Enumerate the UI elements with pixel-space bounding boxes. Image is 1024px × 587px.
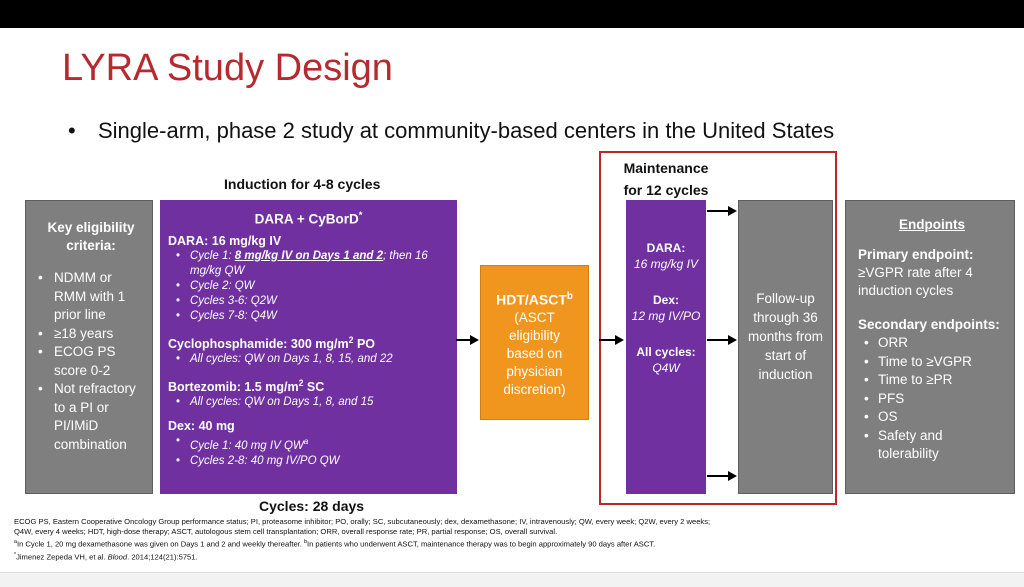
- dex-heading: Dex: 40 mg: [168, 418, 235, 433]
- cyclophosphamide-all-cycles: • All cycles: QW on Days 1, 8, 15, and 22: [168, 352, 449, 367]
- dex-c1-text: Cycle 1: 40 mg IV QW: [190, 439, 304, 452]
- endpoints-box: [845, 200, 1015, 494]
- secondary-endpoint-item: • ORR: [858, 334, 1006, 353]
- primary-endpoint-text: ≥VGPR rate after 4 induction cycles: [858, 265, 973, 298]
- dara-c1-underlined: 8 mg/kg IV on Days 1 and 2: [234, 249, 384, 262]
- footnote-sup-star: *: [14, 551, 17, 558]
- reference-citation: . 2014;124(21):5751.: [127, 552, 198, 562]
- slide-title: LYRA Study Design: [62, 47, 393, 89]
- bortezomib-all-cycles: • All cycles: QW on Days 1, 8, and 15: [168, 395, 449, 410]
- hdt-line: based on: [506, 345, 563, 361]
- induction-regimen-title: [168, 210, 449, 227]
- eligibility-item: • ECOG PS score 0-2: [36, 343, 146, 380]
- top-black-bar: [0, 0, 1024, 28]
- eligibility-item: • ≥18 years: [36, 325, 146, 344]
- eligibility-item: • Not refractory to a PI or PI/IMiD combination: [36, 380, 146, 454]
- maint-dex-dose: 12 mg IV/PO: [631, 309, 701, 323]
- secondary-endpoints-list: [858, 334, 1006, 464]
- arrow-maintenance-to-followup-mid: [705, 333, 739, 347]
- hdt-head-text: HDT/ASCT: [496, 291, 567, 308]
- footnote-reference-line: [14, 550, 1014, 563]
- bort-sup: 2: [298, 377, 304, 388]
- dex-list: [168, 434, 449, 469]
- footnotes: [14, 517, 1014, 562]
- dara-c1-prefix: Cycle 1:: [190, 249, 235, 262]
- dara-cycles-3-6: • Cycles 3-6: Q2W: [168, 294, 449, 309]
- cycles-label: Cycles: 28 days: [259, 498, 365, 514]
- dex-cycles-2-8: • Cycles 2-8: 40 mg IV/PO QW: [168, 454, 449, 469]
- bortezomib-list: [168, 395, 449, 410]
- arrow-hdt-to-maintenance: [598, 333, 626, 347]
- secondary-endpoint-item: • Safety and tolerability: [858, 427, 1006, 464]
- footnote-sup-b: b: [304, 539, 307, 545]
- reference-journal: Blood: [107, 552, 128, 562]
- hdt-line: eligibility: [508, 327, 561, 343]
- arrow-induction-to-hdt: [455, 333, 481, 347]
- secondary-endpoint-item: • OS: [858, 408, 1006, 427]
- footnote-a-text: In Cycle 1, 20 mg dexamethasone was given on Days 1 and 2 and weekly thereafter.: [16, 539, 305, 549]
- eligibility-item: • NDMM or RMM with 1 prior line: [36, 269, 146, 325]
- footnote-ab-line: [14, 537, 1014, 550]
- dara-heading: DARA: 16 mg/kg IV: [168, 233, 282, 248]
- bottom-bar: [0, 572, 1024, 587]
- hdt-heading: [481, 288, 588, 309]
- cyclo-tail: PO: [353, 336, 376, 351]
- study-summary-text: Single-arm, phase 2 study at community-based centers in the United States: [98, 118, 835, 143]
- secondary-endpoint-item: • Time to ≥PR: [858, 371, 1006, 390]
- maint-all-block: [626, 344, 706, 376]
- dex-cycle-1: [168, 434, 449, 454]
- arrow-maintenance-to-followup-top: [705, 204, 739, 218]
- secondary-endpoint-item: • Time to ≥VGPR: [858, 353, 1006, 372]
- eligibility-box: [25, 200, 153, 494]
- cyclo-sup: 2: [348, 334, 354, 345]
- cyclo-head: Cyclophosphamide: 300 mg/m: [168, 336, 349, 351]
- bort-head: Bortezomib: 1.5 mg/m: [168, 379, 299, 394]
- maint-dara-label: DARA:: [646, 241, 686, 255]
- dara-cycle-2: • Cycle 2: QW: [168, 279, 449, 294]
- maint-all-value: Q4W: [652, 361, 680, 375]
- dara-schedule-list: [168, 249, 449, 324]
- footnote-sup-a: a: [14, 539, 17, 545]
- footnote-abbrev-line1: ECOG PS, Eastern Cooperative Oncology Group performance status; PI, proteasome inhibitor; PO, orally; SC, subcutaneously; dex, dexamethasone; IV, intravenously; QW, every week; Q2W, every 2 weeks;: [14, 517, 711, 526]
- study-summary-bullet: [68, 118, 834, 144]
- maint-dara-dose: 16 mg/kg IV: [633, 257, 699, 271]
- maintenance-label: [599, 157, 733, 201]
- maint-dara-block: [626, 240, 706, 272]
- maintenance-label-line2: for 12 cycles: [623, 182, 709, 198]
- hdt-line: discretion): [503, 381, 566, 397]
- footnote-b-text: In patients who underwent ASCT, maintenance therapy was to begin approximately 90 days after ASCT.: [306, 539, 656, 549]
- hdt-head-sup: b: [566, 291, 573, 302]
- endpoints-heading: Endpoints: [899, 217, 965, 232]
- maintenance-label-line1: Maintenance: [623, 160, 709, 176]
- bullet-dot: •: [68, 118, 76, 143]
- arrow-maintenance-to-followup-bottom: [705, 469, 739, 483]
- maintenance-box: [626, 200, 706, 494]
- bort-tail: SC: [303, 379, 325, 394]
- hdt-asct-box: [480, 265, 589, 420]
- dex-c1-sup: a: [303, 436, 309, 446]
- primary-endpoint-heading: Primary endpoint:: [858, 247, 974, 262]
- secondary-endpoint-item: • PFS: [858, 390, 1006, 409]
- induction-regimen-name: DARA + CyBorD: [254, 211, 359, 227]
- maint-all-label: All cycles:: [636, 345, 696, 359]
- followup-box: [738, 200, 833, 494]
- secondary-endpoints-heading: Secondary endpoints:: [858, 317, 1000, 332]
- reference-authors: Jimenez Zepeda VH, et al.: [16, 552, 108, 562]
- cyclophosphamide-list: [168, 352, 449, 367]
- hdt-line: (ASCT: [514, 309, 555, 325]
- induction-label: Induction for 4-8 cycles: [224, 176, 381, 192]
- dara-cycle-1: [168, 249, 449, 279]
- induction-title-sup: *: [358, 210, 363, 221]
- induction-box: [160, 200, 457, 494]
- eligibility-heading: Key eligibility criteria:: [47, 220, 135, 253]
- hdt-line: physician: [506, 363, 563, 379]
- eligibility-list: [36, 269, 146, 454]
- footnote-abbrev-line2: Q4W, every 4 weeks; HDT, high-dose therapy; ASCT, autologous stem cell transplantation; ORR, overall response rate; PR, partial response; OS, overall survival.: [14, 527, 558, 536]
- maint-dex-label: Dex:: [652, 293, 679, 307]
- followup-text: Follow-up through 36 months from start of induction: [747, 291, 824, 382]
- dara-cycles-7-8: • Cycles 7-8: Q4W: [168, 309, 449, 324]
- cyclophosphamide-heading: [168, 332, 449, 352]
- dara-c1-suffix: ; then 16 mg/kg QW: [190, 249, 428, 277]
- bortezomib-heading: [168, 375, 449, 395]
- maint-dex-block: [626, 292, 706, 324]
